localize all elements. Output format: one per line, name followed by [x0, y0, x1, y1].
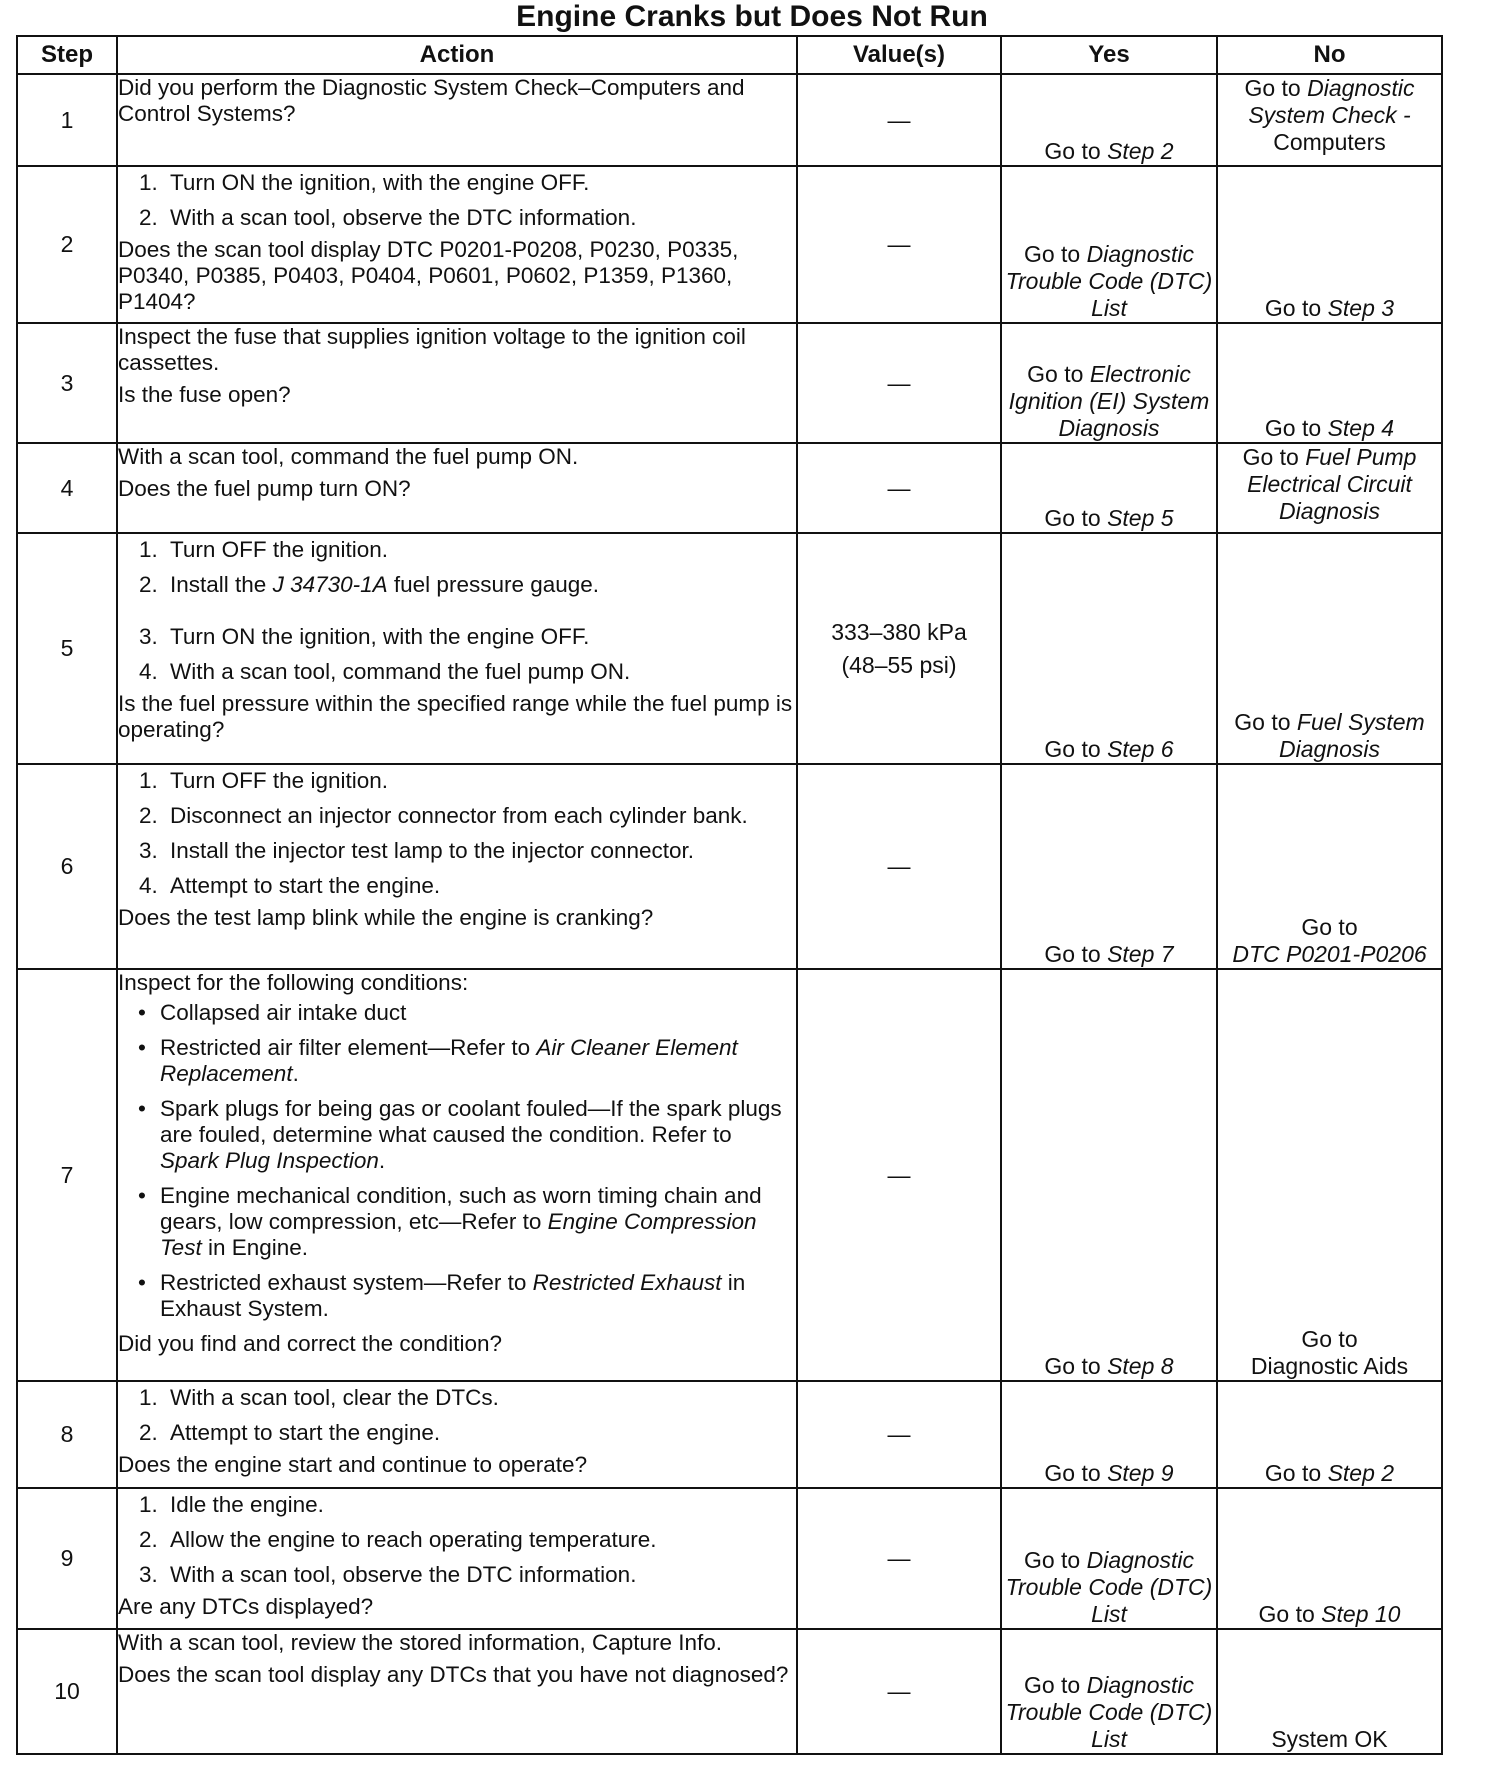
no-link[interactable]: Step 3 [1327, 295, 1395, 321]
table-row [17, 533, 1442, 764]
no-link[interactable]: Diagnostic Aids [1250, 1353, 1409, 1379]
procedure-list [118, 1492, 796, 1588]
yes-prefix: Go to [1023, 1672, 1087, 1698]
no-prefix: Go to [1264, 415, 1328, 441]
procedure-list [118, 1385, 796, 1446]
yes-prefix: Go to [1044, 1353, 1108, 1379]
procedure-step: 1. Idle the engine. [164, 1492, 796, 1518]
value-cell [797, 533, 1001, 764]
table-row [17, 764, 1442, 969]
step-number: 7 [17, 969, 117, 1381]
yes-link[interactable]: Electronic Ignition (EI) System Diagnosis [1008, 361, 1210, 441]
no-prefix: Go to [1244, 75, 1308, 101]
yes-link[interactable]: Diagnostic Trouble Code (DTC) List [1005, 241, 1213, 321]
reference-link[interactable]: Engine Compression Test [160, 1209, 757, 1260]
condition-text: in Engine. [201, 1235, 309, 1260]
table-row [17, 166, 1442, 323]
yes-prefix: Go to [1023, 1547, 1087, 1573]
value-cell: — [797, 443, 1001, 533]
reference-link[interactable]: Air Cleaner Element Replacement [160, 1035, 738, 1086]
procedure-list [118, 768, 796, 899]
procedure-step: 2. Disconnect an injector connector from each cylinder bank. [164, 803, 796, 829]
pressure-kpa: 333–380 kPa [831, 618, 967, 645]
action-cell [117, 764, 797, 969]
value-cell: — [797, 166, 1001, 323]
procedure-step: 2. Allow the engine to reach operating temperature. [164, 1527, 796, 1553]
step-number: 3 [17, 323, 117, 443]
header-yes: Yes [1001, 36, 1217, 74]
no-cell [1217, 323, 1442, 443]
condition-list [118, 1000, 796, 1322]
procedure-step: 2. Attempt to start the engine. [164, 1420, 796, 1446]
table-row [17, 323, 1442, 443]
no-result: System OK [1271, 1726, 1388, 1752]
action-cell [117, 1488, 797, 1629]
no-link[interactable]: Fuel Pump Electrical Circuit Diagnosis [1247, 444, 1417, 524]
no-cell [1217, 969, 1442, 1381]
action-cell [117, 74, 797, 166]
step-number: 10 [17, 1629, 117, 1754]
step-number: 4 [17, 443, 117, 533]
condition-item [160, 1096, 796, 1174]
no-cell [1217, 443, 1442, 533]
yes-cell [1001, 443, 1217, 533]
no-prefix: Go to [1234, 709, 1297, 735]
procedure-list [118, 537, 796, 685]
step-number: 5 [17, 533, 117, 764]
value-cell: — [797, 74, 1001, 166]
condition-text: . [378, 1148, 386, 1173]
yes-prefix: Go to [1023, 241, 1087, 267]
no-prefix: Go to [1258, 1601, 1322, 1627]
step-number: 9 [17, 1488, 117, 1629]
action-cell [117, 443, 797, 533]
step-number: 8 [17, 1381, 117, 1488]
procedure-step: 4. Attempt to start the engine. [164, 873, 796, 899]
header-no: No [1217, 36, 1442, 74]
question: Is the fuse open? [118, 382, 291, 407]
no-prefix: Go to [1301, 1326, 1358, 1352]
yes-link[interactable]: Step 7 [1107, 941, 1174, 967]
question: Did you find and correct the condition? [118, 1331, 502, 1356]
procedure-step: 1. Turn OFF the ignition. [164, 768, 796, 794]
yes-link[interactable]: Step 2 [1107, 138, 1174, 164]
no-cell [1217, 1629, 1442, 1754]
yes-prefix: Go to [1044, 736, 1108, 762]
action-cell [117, 166, 797, 323]
no-suffix: Computers [1273, 129, 1386, 155]
procedure-step: 3. Install the injector test lamp to the injector connector. [164, 838, 796, 864]
table-row [17, 443, 1442, 533]
yes-link[interactable]: Diagnostic Trouble Code (DTC) List [1005, 1547, 1213, 1627]
procedure-step: 3. With a scan tool, observe the DTC information. [164, 1562, 796, 1588]
no-cell [1217, 1488, 1442, 1629]
condition-text: in Exhaust System. [160, 1270, 746, 1321]
question: Does the test lamp blink while the engine is cranking? [118, 905, 654, 930]
no-cell [1217, 533, 1442, 764]
header-row [17, 36, 1442, 74]
no-link[interactable]: DTC P0201-P0206 [1232, 941, 1427, 967]
no-prefix: Go to [1301, 914, 1358, 940]
procedure-step [164, 572, 796, 598]
yes-cell [1001, 764, 1217, 969]
step-number: 1 [17, 74, 117, 166]
value-cell: — [797, 1488, 1001, 1629]
no-cell [1217, 166, 1442, 323]
yes-link[interactable]: Diagnostic Trouble Code (DTC) List [1005, 1672, 1213, 1752]
no-prefix: Go to [1264, 295, 1328, 321]
yes-prefix: Go to [1044, 138, 1108, 164]
page-title: Engine Cranks but Does Not Run [516, 0, 988, 33]
question: Does the scan tool display DTC P0201-P0208, P0230, P0335, P0340, P0385, P0403, P0404, P0601, P0602, P1359, P1360, P1404? [118, 237, 739, 314]
procedure-step: 3. Turn ON the ignition, with the engine OFF. [164, 624, 796, 650]
pressure-psi: (48–55 psi) [841, 651, 957, 678]
header-step: Step [17, 36, 117, 74]
instruction: With a scan tool, command the fuel pump ON. [118, 444, 579, 469]
condition-text: Spark plugs for being gas or coolant fouled—If the spark plugs are fouled, determine what caused the condition. Refer to [160, 1096, 782, 1147]
question: Does the fuel pump turn ON? [118, 476, 411, 501]
step-number: 2 [17, 166, 117, 323]
value-cell: — [797, 1381, 1001, 1488]
procedure-step: 2. With a scan tool, observe the DTC information. [164, 205, 796, 231]
reference-link[interactable]: Spark Plug Inspection [160, 1148, 379, 1173]
yes-cell [1001, 166, 1217, 323]
no-link[interactable]: Step 2 [1327, 1460, 1395, 1486]
yes-cell [1001, 969, 1217, 1381]
yes-cell [1001, 323, 1217, 443]
no-prefix: Go to [1264, 1460, 1328, 1486]
condition-item: • Collapsed air intake duct [160, 1000, 796, 1026]
action-cell [117, 969, 797, 1381]
procedure-text: fuel pressure gauge. [387, 572, 600, 597]
value-cell: — [797, 323, 1001, 443]
condition-text: . [292, 1061, 299, 1086]
condition-item [160, 1183, 796, 1261]
yes-cell [1001, 74, 1217, 166]
yes-cell [1001, 1381, 1217, 1488]
table-row [17, 74, 1442, 166]
yes-prefix: Go to [1044, 1460, 1108, 1486]
instruction: Inspect for the following conditions: [118, 970, 469, 995]
action-cell [117, 533, 797, 764]
action-cell [117, 1381, 797, 1488]
action-cell [117, 323, 797, 443]
no-cell [1217, 764, 1442, 969]
yes-prefix: Go to [1044, 941, 1108, 967]
condition-item [160, 1035, 796, 1087]
yes-cell [1001, 1629, 1217, 1754]
table-row [17, 1488, 1442, 1629]
no-link[interactable]: Fuel System Diagnosis [1279, 709, 1425, 762]
procedure-text: Install the [170, 572, 273, 597]
reference-link[interactable]: Restricted Exhaust [532, 1270, 722, 1295]
condition-text: Restricted exhaust system—Refer to [160, 1270, 533, 1295]
procedure-step: 1. With a scan tool, clear the DTCs. [164, 1385, 796, 1411]
yes-link[interactable]: Step 8 [1107, 1353, 1174, 1379]
yes-cell [1001, 533, 1217, 764]
question: Is the fuel pressure within the specified range while the fuel pump is operating? [118, 691, 793, 742]
question: Did you perform the Diagnostic System Check–Computers and Control Systems? [118, 75, 745, 126]
question: Are any DTCs displayed? [118, 1594, 374, 1619]
no-link[interactable]: Diagnostic System Check - [1248, 75, 1415, 128]
procedure-list [118, 170, 796, 231]
no-prefix: Go to [1242, 444, 1306, 470]
table-row [17, 1381, 1442, 1488]
instruction: With a scan tool, review the stored information, Capture Info. [118, 1630, 723, 1655]
no-cell [1217, 1381, 1442, 1488]
no-cell [1217, 74, 1442, 166]
procedure-step: 1. Turn OFF the ignition. [164, 537, 796, 563]
step-number: 6 [17, 764, 117, 969]
table-row [17, 969, 1442, 1381]
value-cell: — [797, 1629, 1001, 1754]
yes-prefix: Go to [1044, 505, 1108, 531]
no-link[interactable]: Step 4 [1327, 415, 1395, 441]
value-cell: — [797, 969, 1001, 1381]
yes-link[interactable]: Step 5 [1107, 505, 1174, 531]
question: Does the scan tool display any DTCs that you have not diagnosed? [118, 1662, 789, 1687]
header-action: Action [117, 36, 797, 74]
value-cell: — [797, 764, 1001, 969]
table-row [17, 1629, 1442, 1754]
tool-name: J 34730-1A [272, 572, 388, 597]
condition-item [160, 1270, 796, 1322]
question: Does the engine start and continue to operate? [118, 1452, 588, 1477]
diagnostic-table [16, 35, 1443, 1755]
yes-prefix: Go to [1027, 361, 1090, 387]
action-cell [117, 1629, 797, 1754]
yes-link[interactable]: Step 6 [1107, 736, 1174, 762]
procedure-step: 4. With a scan tool, command the fuel pump ON. [164, 659, 796, 685]
no-link[interactable]: Step 10 [1321, 1601, 1401, 1627]
condition-text: Engine mechanical condition, such as worn timing chain and gears, low compression, etc—Refer to [160, 1183, 762, 1234]
yes-link[interactable]: Step 9 [1107, 1460, 1174, 1486]
header-values: Value(s) [797, 36, 1001, 74]
instruction: Inspect the fuse that supplies ignition voltage to the ignition coil cassettes. [118, 324, 746, 375]
yes-cell [1001, 1488, 1217, 1629]
condition-text: Restricted air filter element—Refer to [160, 1035, 537, 1060]
procedure-step: 1. Turn ON the ignition, with the engine OFF. [164, 170, 796, 196]
